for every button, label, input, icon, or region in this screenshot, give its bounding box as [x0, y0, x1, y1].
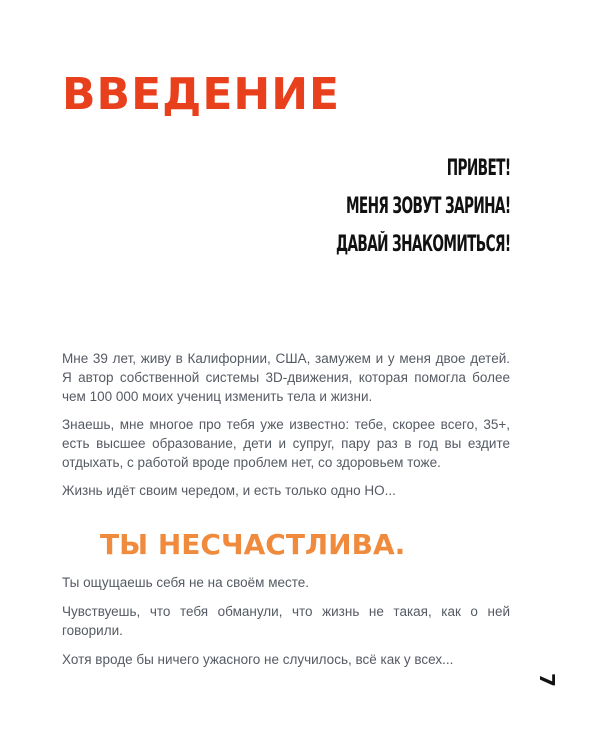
greeting-line-1: ПРИВЕТ!	[446, 156, 510, 181]
paragraph-feeling: Ты ощущаешь себя не на своём месте.	[62, 575, 310, 590]
paragraph-deceived: Чувствуешь, что тебя обманули, что жизнь не такая, как о ней говорили.	[62, 604, 510, 638]
greeting-block	[229, 150, 510, 264]
chapter-title: ВВЕДЕНИЕ	[62, 69, 341, 120]
paragraph-intro: Мне 39 лет, живу в Калифорнии, США, замужем и у меня двое детей. Я автор собственной системы 3D-движения, которая помогла более чем 100 000 моих учениц изменить тела и жизни.	[62, 351, 510, 404]
paragraph-nothing-terrible: Хотя вроде бы ничего ужасного не случилось, всё как у всех...	[62, 652, 454, 667]
page-number: 7	[534, 673, 559, 687]
section-subtitle: ТЫ НЕСЧАСТЛИВА.	[100, 528, 406, 561]
greeting-line-3: ДАВАЙ ЗНАКОМИТЬСЯ!	[335, 232, 510, 257]
greeting-line-2: МЕНЯ ЗОВУТ ЗАРИНА!	[345, 194, 510, 219]
paragraph-about-reader: Знаешь, мне многое про тебя уже известно: тебе, скорее всего, 35+, есть высшее образование, дети и супруг, пару раз в год вы ездите отдыхать, с работой вроде проблем нет, со здоровьем тоже.	[62, 417, 510, 470]
paragraph-but: Жизнь идёт своим чередом, и есть только одно НО...	[62, 483, 396, 498]
